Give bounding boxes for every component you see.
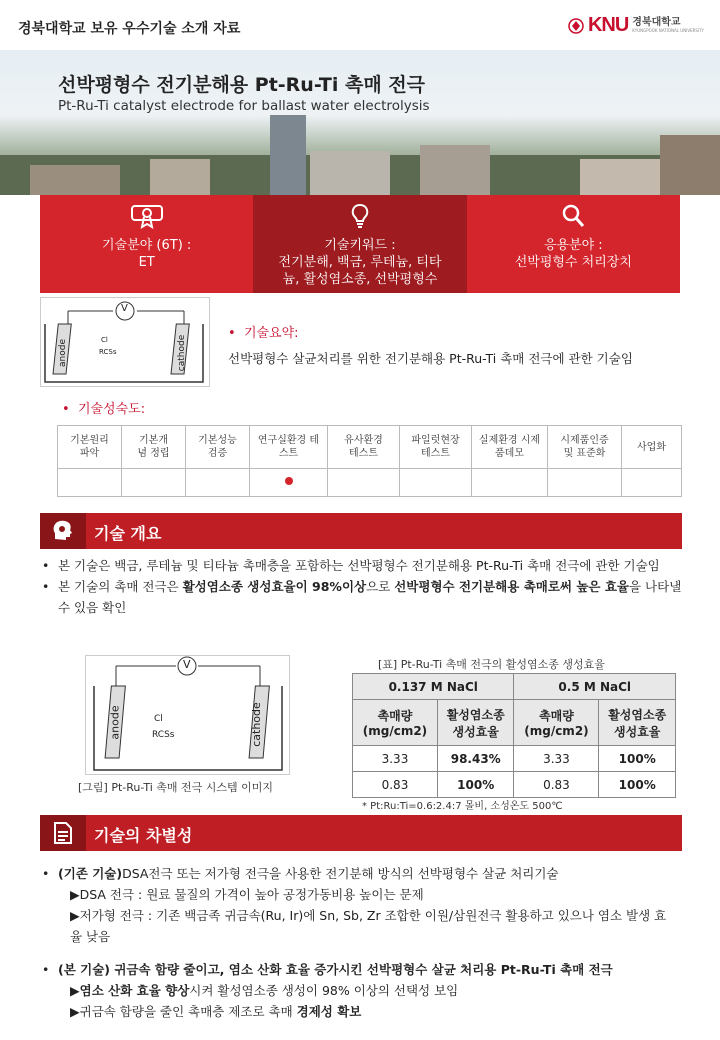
figure-cathode-label: cathode — [249, 702, 263, 747]
overview-body — [40, 555, 682, 618]
tech-keyword-panel — [253, 195, 466, 293]
tech-field-label: 기술분야 (6T) : — [102, 238, 192, 253]
logo-text: 경북대학교 — [632, 17, 681, 28]
anode-label: anode — [57, 339, 68, 367]
application-field-panel — [467, 195, 680, 293]
document-title: 선박평형수 전기분해용 Pt-Ru-Ti 촉매 전극 — [58, 74, 426, 96]
figure-chloride-label: Cl — [154, 714, 163, 724]
knu-logo — [568, 14, 704, 37]
top-bar — [0, 0, 720, 50]
stage-7: 실제환경 시제품데모 — [472, 426, 548, 469]
stage-9: 사업화 — [622, 426, 682, 469]
application-field-label: 응용분야 : — [543, 238, 603, 253]
certificate-icon — [130, 203, 164, 229]
existing-tech-issue-2: ▶저가형 전극 : 기존 백금족 귀금속(Ru, Ir)에 Sn, Sb, Zr 조합한 이원/삼원전극 활용하고 있으나 염소 발생 효율 낮음 — [70, 908, 667, 944]
tech-field-value: ET — [138, 255, 155, 270]
maturity-table — [57, 425, 682, 497]
col-efficiency-2: 활성염소종 생성효율 — [599, 700, 676, 746]
maturity-heading: • 기술성숙도: — [62, 402, 146, 417]
existing-tech-issue-1: ▶DSA 전극 : 원료 물질의 가격이 높아 공정가동비용 높이는 문제 — [70, 887, 424, 902]
search-icon — [561, 203, 585, 229]
overview-title: 기술 개요 — [94, 524, 162, 543]
document-icon — [53, 821, 73, 845]
document-subtitle: Pt-Ru-Ti catalyst electrode for ballast water electrolysis — [58, 98, 430, 114]
maturity-marker-row — [58, 469, 682, 497]
electrode-diagram-small — [40, 297, 210, 387]
stage-5: 유사환경 테스트 — [328, 426, 400, 469]
table-caption: [표] Pt-Ru-Ti 촉매 전극의 활성염소종 생성효율 — [378, 658, 605, 671]
overview-section-header — [40, 513, 682, 549]
col-catalyst-2: 촉매량 (mg/cm2) — [514, 700, 599, 746]
table-row: 3.33 98.43% 3.33 100% — [353, 746, 676, 772]
logo-subtext: KYUNGPOOK NATIONAL UNIVERSITY — [632, 28, 704, 33]
figure-caption: [그림] Pt-Ru-Ti 촉매 전극 시스템 이미지 — [78, 781, 274, 794]
new-tech-bullet: • (본 기술) 귀금속 함량 줄이고, 염소 산화 효율 증가시킨 선박평형수 살균 처리용 Pt-Ru-Ti 촉매 전극 — [40, 959, 682, 980]
table-note: * Pt:Ru:Ti=0.6:2.4:7 몰비, 소성온도 500℃ — [362, 801, 563, 812]
tech-field-panel — [40, 195, 253, 293]
application-field-value: 선박평형수 처리장치 — [514, 255, 632, 270]
stage-3: 기본성능 검증 — [186, 426, 250, 469]
electrode-system-figure — [85, 655, 290, 775]
col-efficiency-1: 활성염소종 생성효율 — [437, 700, 514, 746]
group-header-1: 0.137 M NaCl — [353, 674, 514, 700]
knu-emblem-icon — [568, 18, 584, 34]
existing-tech-bullet: • (기존 기술)DSA전극 또는 저가형 전극을 사용한 전기분해 방식의 선박평형수 살균 처리기술 — [40, 863, 682, 884]
current-stage-marker — [285, 477, 293, 485]
stage-4: 연구실환경 테스트 — [250, 426, 328, 469]
figure-rcss-label: RCSs — [152, 730, 175, 740]
rcss-label: RCSs — [99, 348, 117, 356]
tech-info-panels — [40, 195, 680, 293]
stage-6: 파일럿현장 테스트 — [400, 426, 472, 469]
overview-bullet-1: • 본 기술은 백금, 루테늄 및 티타늄 촉매층을 포함하는 선박평형수 전기분해용 Pt-Ru-Ti 촉매 전극에 관한 기술임 — [40, 555, 682, 576]
stage-8: 시제품인증 및 표준화 — [548, 426, 622, 469]
summary-text: 선박평형수 살균처리를 위한 전기분해용 Pt-Ru-Ti 촉매 전극에 관한 기술임 — [228, 351, 633, 366]
overview-bullet-2: • 본 기술의 촉매 전극은 활성염소종 생성효율이 98%이상으로 선박평형수 전기분해용 촉매로써 높은 효율을 나타낼 수 있음 확인 — [40, 576, 682, 618]
lightbulb-icon — [350, 203, 370, 229]
stage-2: 기본개념 정립 — [122, 426, 186, 469]
logo-mark: KNU — [587, 14, 629, 36]
tech-keyword-label: 기술키워드 : — [324, 238, 396, 253]
new-tech-point-1: ▶염소 산화 효율 향상시켜 활성염소종 생성이 98% 이상의 선택성 보임 — [70, 983, 459, 998]
tech-keyword-value: 전기분해, 백금, 루테늄, 티타늄, 활성염소종, 선박평형수 — [278, 255, 442, 287]
figure-anode-label: anode — [108, 705, 122, 740]
differentiation-section-header — [40, 815, 682, 851]
differentiation-title: 기술의 차별성 — [94, 826, 193, 845]
table-row: 0.83 100% 0.83 100% — [353, 772, 676, 798]
chloride-label: Cl — [101, 336, 108, 344]
volt-meter-label: V — [121, 303, 128, 314]
summary-heading: • 기술요약: — [228, 326, 299, 341]
campus-hero-banner — [0, 50, 720, 195]
stage-1: 기본원리 파악 — [58, 426, 122, 469]
cathode-label: cathode — [177, 334, 188, 372]
figure-volt-label: V — [183, 658, 191, 671]
maturity-stage-row — [58, 426, 682, 469]
head-gear-icon — [51, 519, 75, 543]
efficiency-table — [352, 673, 676, 798]
differentiation-body — [40, 863, 682, 1022]
col-catalyst-1: 촉매량 (mg/cm2) — [353, 700, 438, 746]
document-header-title: 경북대학교 보유 우수기술 소개 자료 — [18, 21, 241, 37]
group-header-2: 0.5 M NaCl — [514, 674, 676, 700]
new-tech-point-2: ▶귀금속 함량을 줄인 촉매층 제조로 촉매 경제성 확보 — [70, 1004, 362, 1019]
